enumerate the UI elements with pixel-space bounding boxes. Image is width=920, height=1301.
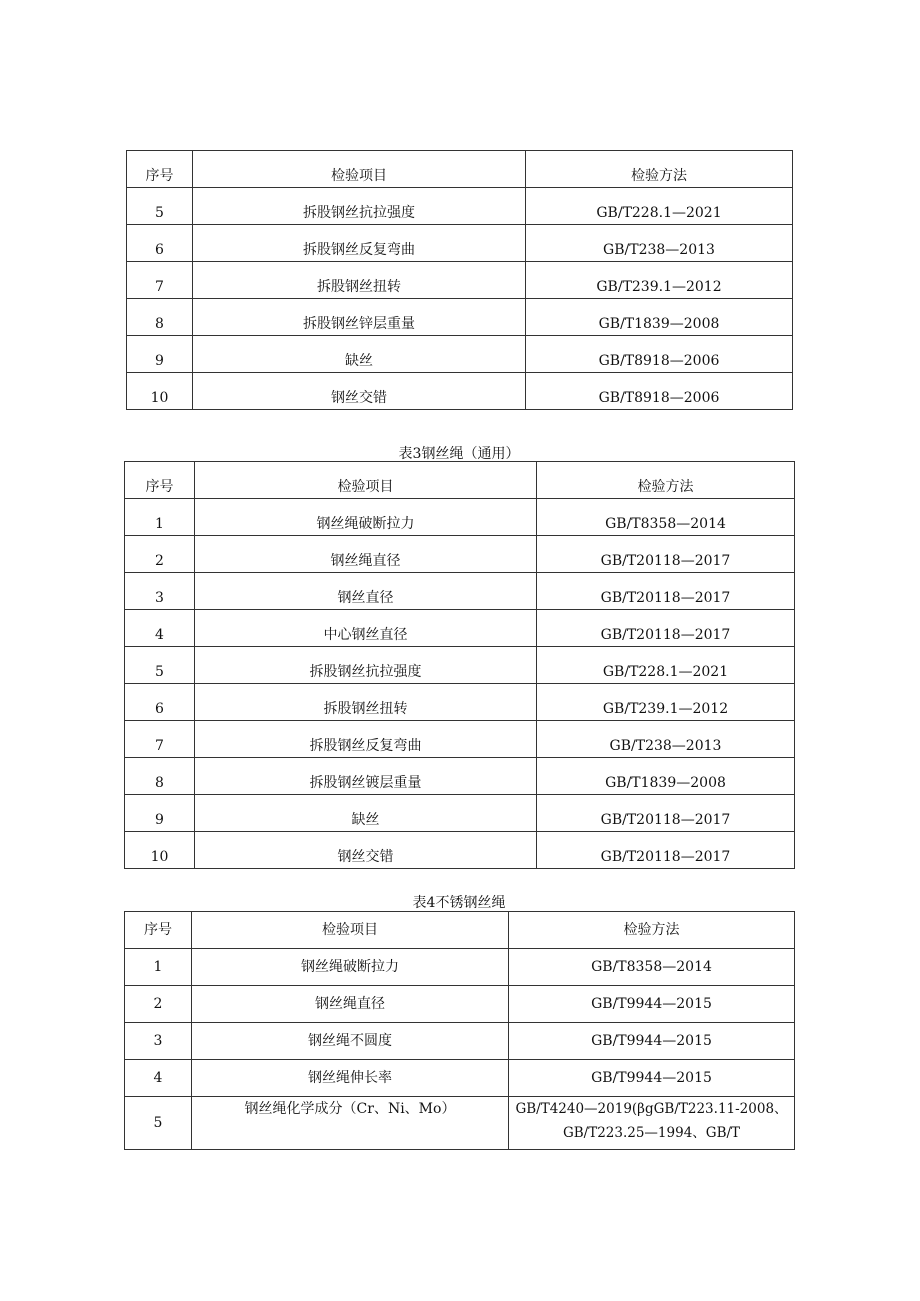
- cell-item: 拆股钢丝扭转: [195, 684, 537, 721]
- table-row: [125, 536, 795, 573]
- cell-item: 钢丝直径: [195, 573, 537, 610]
- cell-item: 钢丝绳破断拉力: [192, 949, 509, 986]
- table-row: [127, 336, 793, 373]
- table-row: [125, 573, 795, 610]
- header-index: 序号: [127, 151, 193, 188]
- cell-index: 4: [125, 1060, 192, 1097]
- cell-item: 钢丝绳不圆度: [192, 1023, 509, 1060]
- cell-item: 中心钢丝直径: [195, 610, 537, 647]
- cell-item: 拆股钢丝抗拉强度: [193, 188, 526, 225]
- header-method: 检验方法: [509, 912, 795, 949]
- table-2: [124, 461, 795, 869]
- cell-method: GB/T1839—2008: [526, 299, 793, 336]
- cell-index: 1: [125, 949, 192, 986]
- cell-method: GB/T9944—2015: [509, 1060, 795, 1097]
- table-3: [124, 911, 795, 1150]
- cell-item: 拆股钢丝扭转: [193, 262, 526, 299]
- cell-method: GB/T9944—2015: [509, 1023, 795, 1060]
- cell-method: GB/T239.1—2012: [537, 684, 795, 721]
- cell-method: GB/T20118—2017: [537, 610, 795, 647]
- cell-method: GB/T228.1—2021: [526, 188, 793, 225]
- cell-method: GB/T20118—2017: [537, 832, 795, 869]
- table-row: [127, 373, 793, 410]
- table-row: [125, 1097, 795, 1150]
- cell-item: 钢丝交错: [193, 373, 526, 410]
- table-row: [125, 1023, 795, 1060]
- table-header-row: [125, 912, 795, 949]
- cell-item: 拆股钢丝镀层重量: [195, 758, 537, 795]
- cell-item: 缺丝: [193, 336, 526, 373]
- cell-index: 2: [125, 986, 192, 1023]
- cell-index: 5: [125, 1097, 192, 1150]
- cell-item: 拆股钢丝抗拉强度: [195, 647, 537, 684]
- cell-method: GB/T8358—2014: [537, 499, 795, 536]
- header-method: 检验方法: [526, 151, 793, 188]
- cell-index: 7: [127, 262, 193, 299]
- table-row: [125, 647, 795, 684]
- table-row: [127, 299, 793, 336]
- table-header-row: [127, 151, 793, 188]
- cell-index: 8: [125, 758, 195, 795]
- cell-method: GB/T9944—2015: [509, 986, 795, 1023]
- table-row: [127, 225, 793, 262]
- table-row: [125, 795, 795, 832]
- header-index: 序号: [125, 912, 192, 949]
- cell-index: 6: [127, 225, 193, 262]
- cell-index: 5: [125, 647, 195, 684]
- cell-method: GB/T8918—2006: [526, 373, 793, 410]
- cell-item: 缺丝: [195, 795, 537, 832]
- table-row: [125, 499, 795, 536]
- cell-method: GB/T228.1—2021: [537, 647, 795, 684]
- cell-index: 10: [127, 373, 193, 410]
- cell-method: GB/T238—2013: [537, 721, 795, 758]
- cell-index: 3: [125, 573, 195, 610]
- cell-item: 钢丝绳化学成分（Cr、Ni、Mo）: [192, 1097, 509, 1150]
- table-row: [127, 188, 793, 225]
- table-row: [125, 986, 795, 1023]
- cell-index: 4: [125, 610, 195, 647]
- cell-method: GB/T20118—2017: [537, 795, 795, 832]
- cell-item: 钢丝绳伸长率: [192, 1060, 509, 1097]
- cell-method: GB/T4240—2019(βgGB/T223.11-2008、GB/T223.25—1994、GB/T: [509, 1097, 795, 1150]
- cell-item: 钢丝绳直径: [192, 986, 509, 1023]
- table-caption-4: 表4不锈钢丝绳: [412, 895, 506, 911]
- cell-item: 拆股钢丝反复弯曲: [193, 225, 526, 262]
- table-row: [125, 949, 795, 986]
- cell-index: 2: [125, 536, 195, 573]
- header-item: 检验项目: [192, 912, 509, 949]
- cell-index: 7: [125, 721, 195, 758]
- table-caption-3: 表3钢丝绳（通用）: [398, 446, 520, 462]
- cell-index: 5: [127, 188, 193, 225]
- cell-method: GB/T20118—2017: [537, 573, 795, 610]
- cell-method: GB/T1839—2008: [537, 758, 795, 795]
- table-1: [126, 150, 793, 410]
- table-row: [125, 721, 795, 758]
- cell-item: 拆股钢丝反复弯曲: [195, 721, 537, 758]
- table-row: [125, 1060, 795, 1097]
- table-row: [125, 758, 795, 795]
- cell-index: 3: [125, 1023, 192, 1060]
- cell-item: 钢丝绳直径: [195, 536, 537, 573]
- cell-method: GB/T238—2013: [526, 225, 793, 262]
- table-row: [127, 262, 793, 299]
- cell-method: GB/T8358—2014: [509, 949, 795, 986]
- cell-index: 8: [127, 299, 193, 336]
- header-index: 序号: [125, 462, 195, 499]
- cell-index: 9: [127, 336, 193, 373]
- cell-index: 9: [125, 795, 195, 832]
- cell-item: 钢丝交错: [195, 832, 537, 869]
- table-row: [125, 684, 795, 721]
- cell-index: 1: [125, 499, 195, 536]
- cell-item: 拆股钢丝锌层重量: [193, 299, 526, 336]
- table-header-row: [125, 462, 795, 499]
- header-item: 检验项目: [195, 462, 537, 499]
- cell-method: GB/T239.1—2012: [526, 262, 793, 299]
- cell-index: 10: [125, 832, 195, 869]
- header-item: 检验项目: [193, 151, 526, 188]
- header-method: 检验方法: [537, 462, 795, 499]
- cell-method: GB/T20118—2017: [537, 536, 795, 573]
- cell-index: 6: [125, 684, 195, 721]
- cell-method: GB/T8918—2006: [526, 336, 793, 373]
- cell-item: 钢丝绳破断拉力: [195, 499, 537, 536]
- table-row: [125, 610, 795, 647]
- table-row: [125, 832, 795, 869]
